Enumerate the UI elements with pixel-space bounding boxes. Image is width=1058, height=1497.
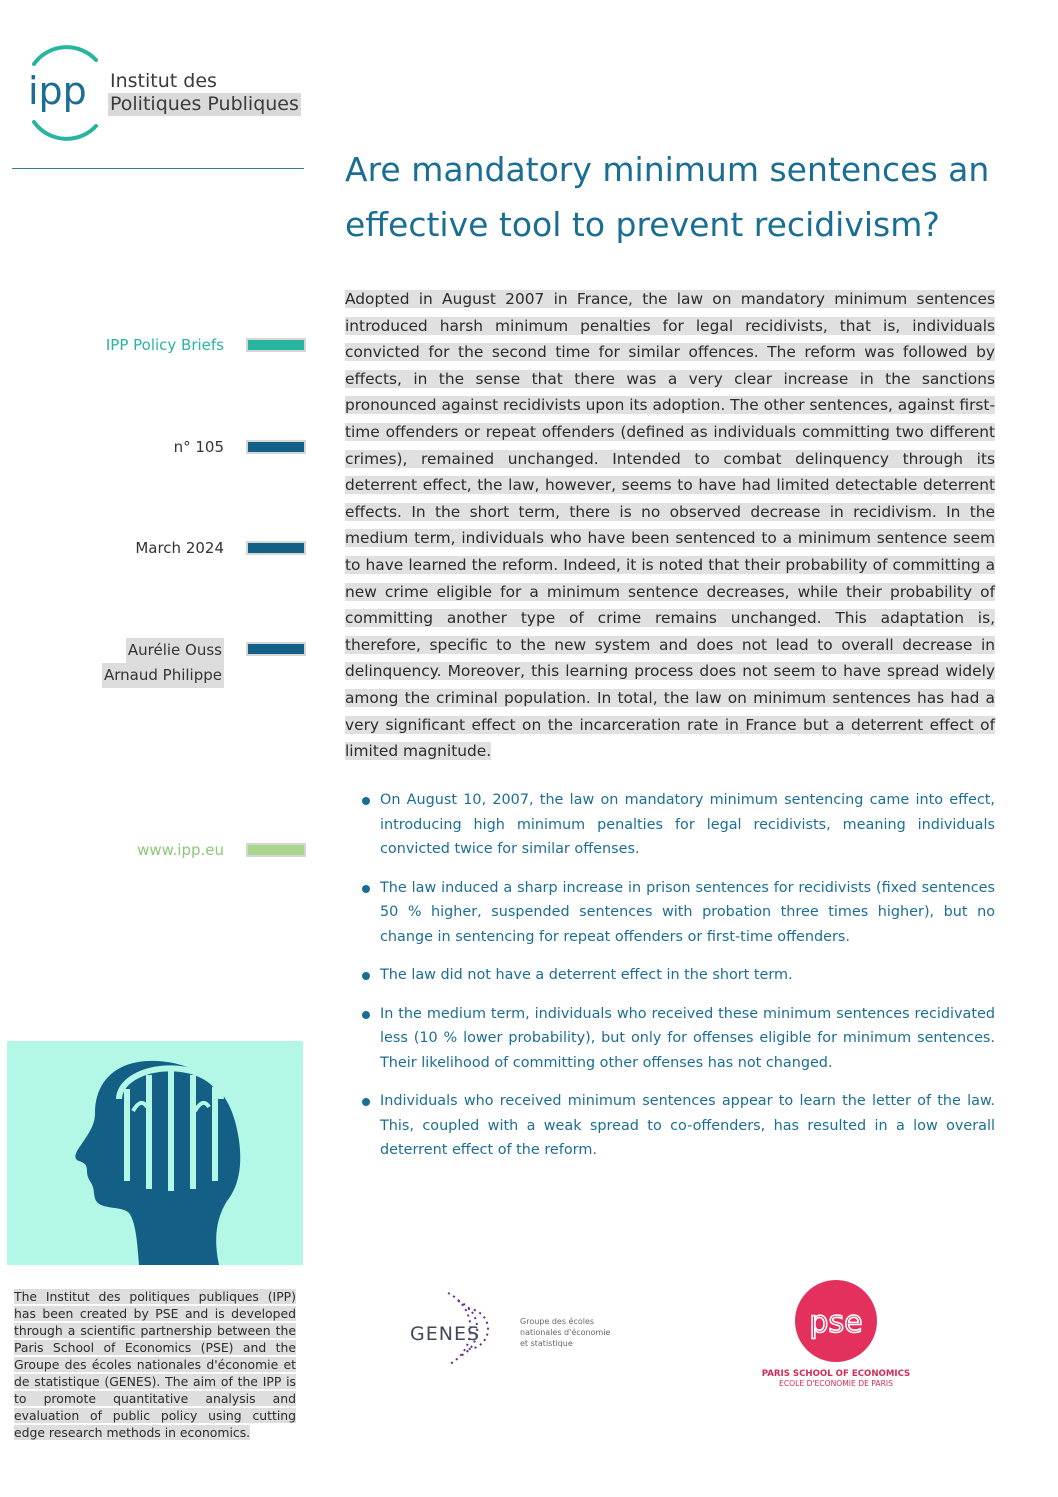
date-row: [0, 537, 306, 559]
pse-circle-icon: [795, 1280, 877, 1362]
key-findings-list: [360, 788, 995, 1177]
author-name: Arnaud Philippe: [102, 663, 224, 688]
illustration-panel: [7, 1041, 303, 1265]
abstract-text: Adopted in August 2007 in France, the law on mandatory minimum sentences introduced harsh minimum penalties for legal recidivists, that is, individuals convicted for the second time for similar offences. The reform was followed by effects, in the sense that there was a very clear increase in the sanctions pronounced against recidivists upon its adoption. The other sentences, against first-time offenders or repeat offenders (defined as individuals committing two different crimes), remained unchanged. Intended to combat delinquency through its deterrent effect, the law, however, seems to have had limited detectable deterrent effects. In the short term, there is no observed decrease in recidivism. In the medium term, individuals who have been sentenced to a minimum sentence seem to have learned the reform. Indeed, it is noted that their probability of committing a new crime eligible for a minimum sentence decreases, while their probability of committing another type of crime remains unchanged. This adaptation is, therefore, specific to the new system and does not lead to overall decrease in delinquency. Moreover, this learning process does not seem to have spread widely among the criminal population. In total, the law on minimum sentences has had a very significant effect on the incarceration rate in France but a deterrent effect of limited magnitude.: [345, 290, 995, 761]
ipp-logo-icon: [20, 42, 110, 147]
list-item: Individuals who received minimum sentences appear to learn the letter of the law. This, coupled with a weak spread to co-offenders, has resulted in a low overall deterrent effect of the reform.: [360, 1089, 995, 1163]
number-color-bar: [246, 440, 306, 454]
logo-abbr: ipp: [28, 69, 87, 113]
list-item: In the medium term, individuals who received these minimum sentences recidivated less (10 % lower probability), but only for offenses eligible for minimum sentences. Their likelihood of committing other offenses has not changed.: [360, 1002, 995, 1076]
page-title: Are mandatory minimum sentences an effective tool to prevent recidivism?: [345, 150, 990, 244]
number-row: [0, 436, 306, 458]
abstract: [345, 286, 995, 765]
pse-name-fr: ECOLE D'ECONOMIE DE PARIS: [779, 1379, 893, 1388]
head-prison-icon: [7, 1041, 303, 1265]
pse-mark-text: pse: [809, 1305, 863, 1340]
website-link[interactable]: www.ipp.eu: [137, 841, 224, 859]
genes-subtitle: Groupe des écoles nationales d'économie et statistique: [520, 1317, 611, 1348]
series-label: IPP Policy Briefs: [105, 336, 224, 354]
list-item: The law did not have a deterrent effect in the short term.: [360, 963, 995, 988]
header-divider: [12, 168, 304, 169]
brief-number: n° 105: [173, 438, 224, 456]
genes-wordmark: GENES: [410, 1323, 481, 1345]
authors: [0, 638, 224, 688]
about-text: The Institut des politiques publiques (IPP) has been created by PSE and is developed through a scientific partnership between the Paris School of Economics (PSE) and the Groupe des écoles nationales d'économie et de statistique (GENES). The aim of the IPP is to promote quantitative analysis and evaluation of public policy using cutting edge research methods in economics.: [14, 1289, 296, 1440]
logo-name-line1: Institut des: [110, 70, 217, 92]
ipp-logo: [20, 42, 320, 147]
author-name: Aurélie Ouss: [126, 638, 224, 663]
series-row: [0, 334, 306, 356]
website-row: [0, 839, 306, 861]
pse-name: PARIS SCHOOL OF ECONOMICS: [761, 1369, 911, 1379]
authors-color-bar: [246, 642, 306, 656]
pse-mark-icon: [795, 1280, 877, 1362]
genes-logo: [408, 1285, 618, 1370]
date-color-bar: [246, 541, 306, 555]
series-color-bar: [246, 338, 306, 352]
pse-logo: [760, 1278, 920, 1388]
logo-name-line2: Politiques Publiques: [110, 93, 299, 115]
publication-date: March 2024: [135, 539, 224, 557]
about-ipp: [14, 1288, 296, 1441]
website-color-bar: [246, 843, 306, 857]
list-item: On August 10, 2007, the law on mandatory minimum sentencing came into effect, introducing high minimum penalties for legal recidivists, meaning individuals convicted twice for similar offenses.: [360, 788, 995, 862]
list-item: The law induced a sharp increase in prison sentences for recidivists (fixed sentences 50 % higher, suspended sentences with probation three times higher), but no change in sentencing for repeat offenders or first-time offenders.: [360, 876, 995, 950]
